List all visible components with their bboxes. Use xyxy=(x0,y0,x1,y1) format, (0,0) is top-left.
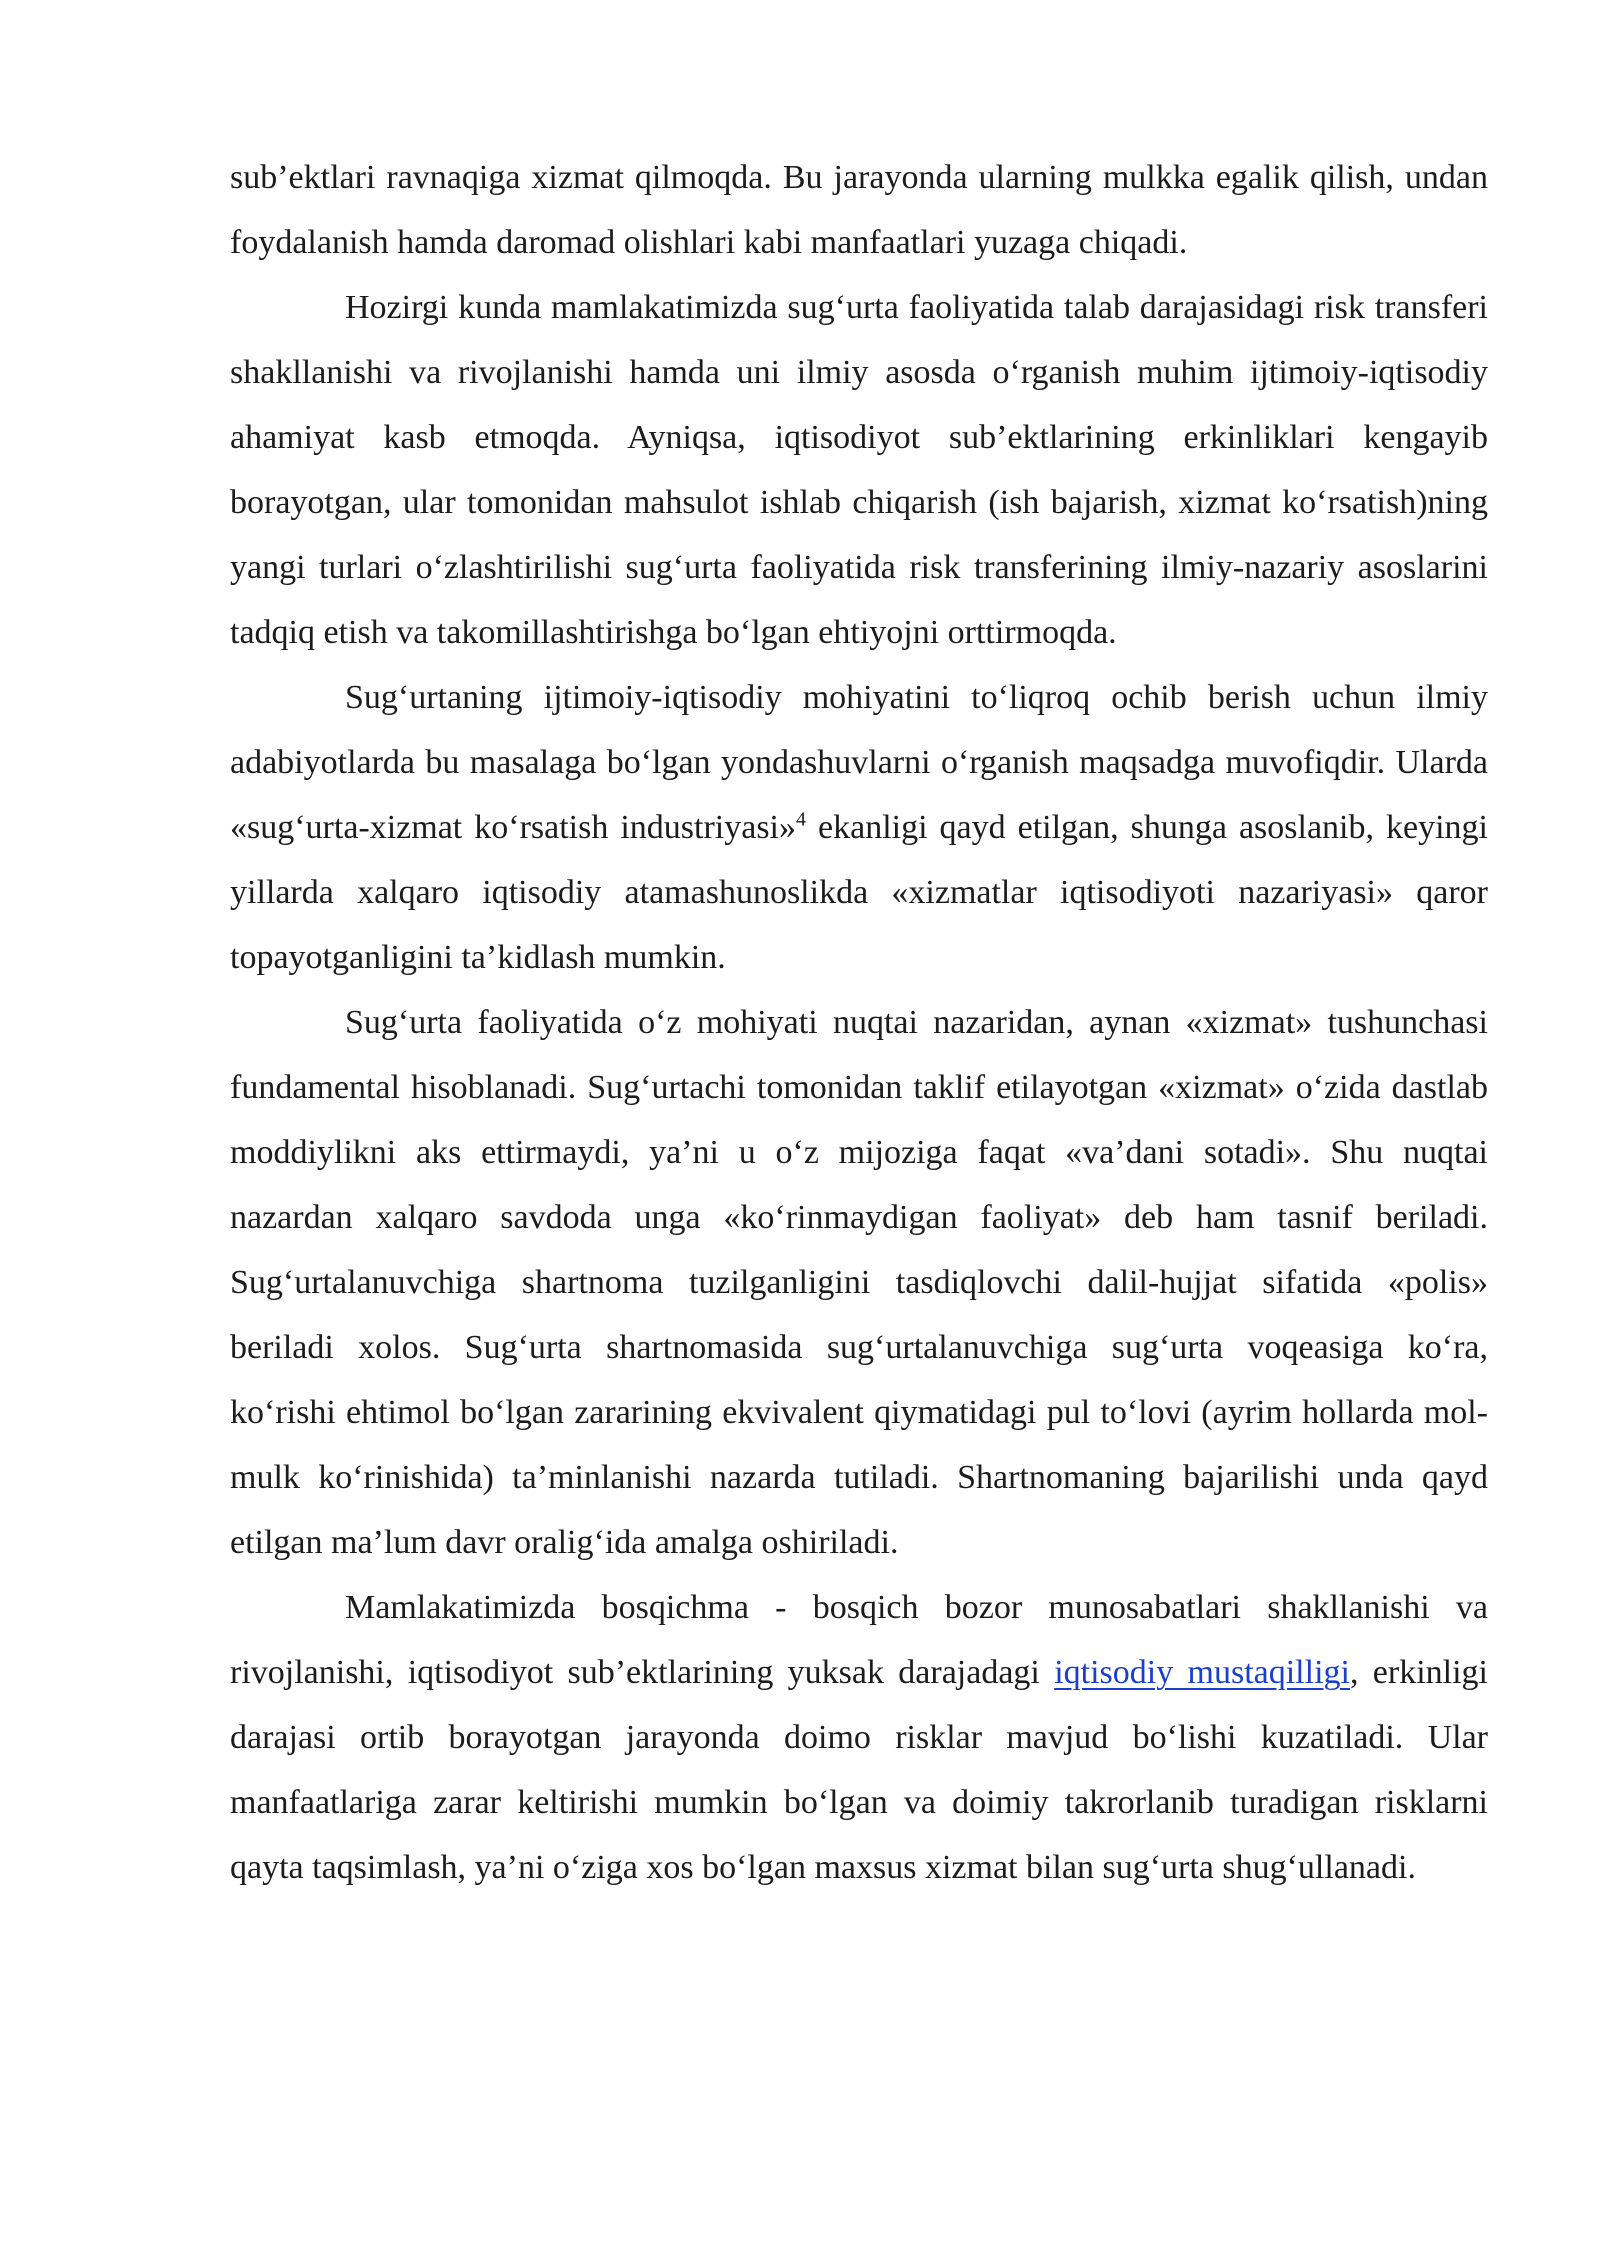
paragraph-3-text-end: ekanligi qayd etilgan, shunga asoslanib, keyingi yillarda xalqaro iqtisodiy atamashunoslikda «xizmatlar iqtisodiyoti nazariyasi» qaror topayotganligini ta’kidlash mumkin. xyxy=(230,809,1488,976)
paragraph-5 xyxy=(230,1575,1488,1900)
paragraph-4: Sug‘urta faoliyatida o‘z mohiyati nuqtai nazaridan, aynan «xizmat» tushunchasi fundamental hisoblanadi. Sug‘urtachi tomonidan taklif etilayotgan «xizmat» o‘zida dastlab moddiylikni aks ettirmaydi, ya’ni u o‘z mijoziga faqat «va’dani sotadi». Shu nuqtai nazardan xalqaro savdoda unga «ko‘rinmaydigan faoliyat» deb ham tasnif beriladi. Sug‘urtalanuvchiga shartnoma tuzilganligini tasdiqlovchi dalil-hujjat sifatida «polis» beriladi xolos. Sug‘urta shartnomasida sug‘urtalanuvchiga sug‘urta voqeasiga ko‘ra, ko‘rishi ehtimol bo‘lgan zararining ekvivalent qiymatidagi pul to‘lovi (ayrim hollarda mol-mulk ko‘rinishida) ta’minlanishi nazarda tutiladi. Shartnomaning bajarilishi unda qayd etilgan ma’lum davr oralig‘ida amalga oshiriladi. xyxy=(230,1004,1488,1561)
paragraph-2: Hozirgi kunda mamlakatimizda sug‘urta faoliyatida talab darajasidagi risk transferi shakllanishi va rivojlanishi hamda uni ilmiy asosda o‘rganish muhim ijtimoiy-iqtisodiy ahamiyat kasb etmoqda. Ayniqsa, iqtisodiyot sub’ektlarining erkinliklari kengayib borayotgan, ular tomonidan mahsulot ishlab chiqarish (ish bajarish, xizmat ko‘rsatish)ning yangi turlari o‘zlashtirilishi sug‘urta faoliyatida risk transferining ilmiy-nazariy asoslarini tadqiq etish va takomillashtirishga bo‘lgan ehtiyojni orttirmoqda. xyxy=(230,289,1488,651)
footnote-reference[interactable]: 4 xyxy=(796,808,807,831)
paragraph-5-text-end: , erkinligi darajasi ortib borayotgan jarayonda doimo risklar mavjud bo‘lishi kuzatiladi. Ular manfaatlariga zarar keltirishi mumkin bo‘lgan va doimiy takrorlanib turadigan risklarni qayta taqsimlash, ya’ni o‘ziga xos bo‘lgan maxsus xizmat bilan sug‘urta shug‘ullanadi. xyxy=(230,1654,1489,1886)
paragraph-5-text-start: Mamlakatimizda bosqichma - bosqich bozor munosabatlari shakllanishi va rivojlanishi, iqtisodiyot sub’ektlarining yuksak darajadagi xyxy=(230,1589,1488,1691)
paragraph-1: sub’ektlari ravnaqiga xizmat qilmoqda. Bu jarayonda ularning mulkka egalik qilish, undan foydalanish hamda daromad olishlari kabi manfaatlari yuzaga chiqadi. xyxy=(230,159,1488,261)
iqtisodiy-mustaqilligi-link[interactable]: iqtisodiy mustaqilligi xyxy=(1054,1654,1350,1691)
paragraph-3 xyxy=(230,665,1488,990)
document-page xyxy=(230,145,1488,1900)
paragraph-3-text-start: Sug‘urtaning ijtimoiy-iqtisodiy mohiyatini to‘liqroq ochib berish uchun ilmiy adabiyotlarda bu masalaga bo‘lgan yondashuvlarni o‘rganish maqsadga muvofiqdir. Ularda «sug‘urta-xizmat ko‘rsatish industriyasi» xyxy=(230,679,1488,846)
